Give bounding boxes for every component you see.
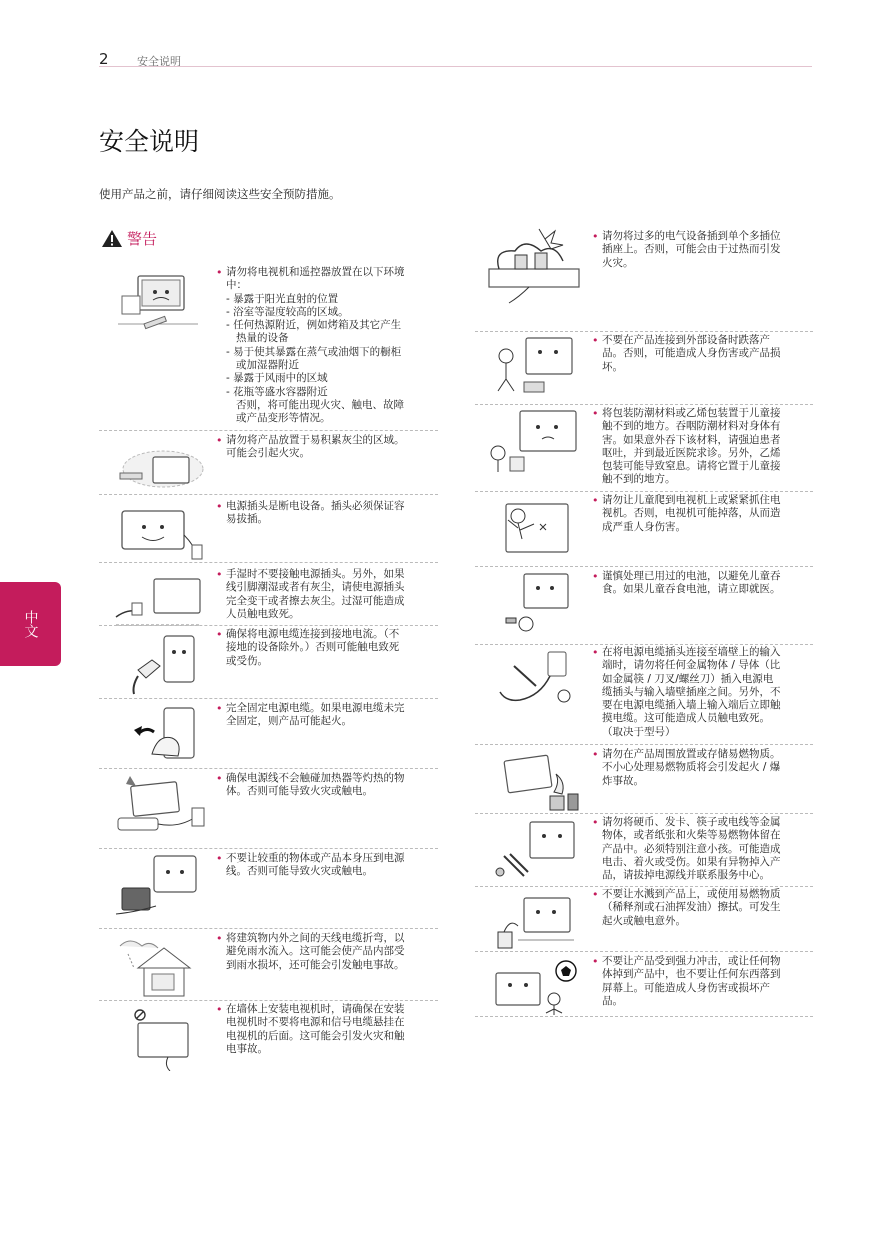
item-line: 缆插头与输入墙壁插座之间。另外，不 bbox=[602, 685, 781, 698]
item-sub: 热量的设备 bbox=[236, 332, 289, 345]
item-line: 确保将电源电缆连接到接地电流。（不 bbox=[226, 628, 400, 640]
item-line: 电源插头是断电设备。插头必须保证容 bbox=[226, 500, 405, 512]
safety-item bbox=[475, 494, 813, 564]
battery-child-illustration bbox=[475, 570, 592, 640]
item-sub: 否则，将可能出现火灾、触电、故障 bbox=[236, 398, 404, 411]
item-sub: 或产品变形等情况。 bbox=[236, 412, 331, 425]
item-line: 端时，请勿将任何金属物体 / 导体（比 bbox=[602, 659, 781, 672]
item-divider bbox=[99, 625, 438, 626]
item-line: 包装可能导致窒息。请将它置于儿童接 bbox=[602, 460, 781, 473]
item-line: 电视机的后面。这可能会引发火灾和触 bbox=[226, 1029, 405, 1042]
safety-item bbox=[475, 646, 813, 739]
item-sub: 或加湿器附近 bbox=[236, 359, 299, 372]
page-number: 2 bbox=[99, 50, 109, 68]
bullet-dot: • bbox=[592, 955, 599, 968]
falling-tv-illustration bbox=[475, 334, 592, 404]
item-line: 火灾。 bbox=[602, 256, 634, 269]
item-sub: - 任何热源附近，例如烤箱及其它产生 bbox=[226, 319, 402, 332]
item-divider bbox=[99, 494, 438, 495]
item-line: 请勿将硬币、发卡、筷子或电线等金属 bbox=[602, 816, 781, 828]
header-divider bbox=[99, 66, 812, 67]
wall-mount-illustration bbox=[99, 1003, 216, 1073]
item-line: 呕吐，并到最近医院求诊。另外，乙烯 bbox=[602, 446, 781, 459]
item-line: 触不到的地方。吞咽防潮材料对身体有 bbox=[602, 420, 781, 433]
item-divider bbox=[99, 768, 438, 769]
item-divider bbox=[475, 1016, 813, 1017]
item-divider bbox=[475, 744, 813, 745]
item-line: 请勿在产品周围放置或存储易燃物质。 bbox=[602, 748, 781, 760]
item-line: 物体，或者纸张和火柴等易燃物体留在 bbox=[602, 829, 781, 842]
bullet-dot: • bbox=[216, 500, 223, 513]
item-line: 谨慎处理已用过的电池，以避免儿童吞 bbox=[602, 570, 781, 582]
tv-sunlight-illustration bbox=[99, 266, 216, 336]
child-climbing-tv-illustration bbox=[475, 494, 592, 564]
item-line: 请勿将过多的电气设备插到单个多插位 bbox=[602, 230, 781, 242]
item-line: 易拔插。 bbox=[226, 513, 268, 526]
item-sub: - 暴露于风雨中的区域 bbox=[226, 372, 328, 385]
safety-item bbox=[475, 334, 813, 404]
item-line: 品。 bbox=[602, 994, 623, 1007]
bullet-dot: • bbox=[592, 334, 599, 347]
water-splash-illustration bbox=[475, 888, 592, 958]
bullet-dot: • bbox=[216, 852, 223, 865]
warning-label: 警告 bbox=[127, 230, 158, 248]
bullet-dot: • bbox=[592, 888, 599, 901]
item-divider bbox=[99, 1000, 438, 1001]
flammable-materials-illustration bbox=[475, 748, 592, 818]
item-divider bbox=[475, 951, 813, 952]
item-line: 食。如果儿童吞食电池，请立即就医。 bbox=[602, 583, 781, 596]
safety-item bbox=[475, 230, 813, 300]
item-line: 线。否则可能导致火灾或触电。 bbox=[226, 865, 373, 878]
bullet-dot: • bbox=[216, 434, 223, 447]
item-line: 请勿让儿童爬到电视机上或紧紧抓住电 bbox=[602, 494, 781, 506]
item-sub: - 花瓶等盛水容器附近 bbox=[226, 385, 328, 398]
safety-item bbox=[475, 816, 813, 886]
safety-item bbox=[99, 702, 438, 772]
safety-item bbox=[99, 932, 438, 1002]
bullet-dot: • bbox=[592, 230, 599, 243]
item-line: 接地的设备除外。）否则可能触电致死 bbox=[226, 641, 400, 654]
item-line: 炸事故。 bbox=[602, 774, 644, 787]
item-line: 可能会引起火灾。 bbox=[226, 447, 310, 460]
warning-triangle-icon bbox=[101, 229, 123, 248]
item-divider bbox=[475, 331, 813, 332]
item-line: 将建筑物内外之间的天线电缆折弯，以 bbox=[226, 932, 405, 944]
power-plug-illustration bbox=[99, 500, 216, 570]
item-line: 屏幕上。可能造成人身伤害或损坏产 bbox=[602, 981, 770, 994]
item-line: 或受伤。 bbox=[226, 654, 268, 667]
item-line: 线引脚潮湿或者有灰尘，请使电源插头 bbox=[226, 581, 405, 594]
item-line: 害。如果意外吞下该材料，请强迫患者 bbox=[602, 433, 781, 446]
heater-cord-illustration bbox=[99, 772, 216, 842]
impact-ball-illustration bbox=[475, 955, 592, 1025]
item-line: 在将电源电缆插头连接至墙壁上的输入 bbox=[602, 646, 781, 658]
item-divider bbox=[475, 644, 813, 645]
item-line: 完全变干或者擦去灰尘。过湿可能造成 bbox=[226, 594, 405, 607]
item-line: 电击、着火或受伤。如果有异物掉入产 bbox=[602, 855, 781, 868]
page-title: 安全说明 bbox=[99, 127, 200, 156]
item-sub: - 易于使其暴露在蒸气或油烟下的橱柜 bbox=[226, 345, 402, 358]
secure-cord-illustration bbox=[99, 702, 216, 772]
item-line: 成严重人身伤害。 bbox=[602, 520, 686, 533]
item-line: 不要让水溅到产品上，或使用易燃物质 bbox=[602, 888, 781, 900]
item-line: 品，请拔掉电源线并联系服务中心。 bbox=[602, 869, 770, 882]
safety-item bbox=[99, 1003, 438, 1073]
packaging-child-illustration bbox=[475, 407, 592, 477]
bullet-dot: • bbox=[592, 816, 599, 829]
item-divider bbox=[475, 566, 813, 567]
safety-item bbox=[475, 955, 813, 1025]
bullet-dot: • bbox=[216, 702, 223, 715]
item-divider bbox=[99, 430, 438, 431]
safety-item bbox=[99, 500, 438, 570]
item-line: 不要让产品受到强力冲击，或让任何物 bbox=[602, 955, 781, 967]
item-line: 到雨水损坏，还可能会引发触电事故。 bbox=[226, 958, 405, 971]
item-line: 视机。否则，电视机可能掉落，从而造 bbox=[602, 507, 781, 520]
bullet-dot: • bbox=[592, 570, 599, 583]
item-line: 在墙体上安装电视机时，请确保在安装 bbox=[226, 1003, 405, 1015]
item-line: 插座上。否则，可能会由于过热而引发 bbox=[602, 243, 781, 256]
item-line: 手湿时不要接触电源插头。另外，如果 bbox=[226, 568, 405, 580]
language-tab-label: 中文 bbox=[22, 610, 39, 638]
item-divider bbox=[475, 886, 813, 887]
bullet-dot: • bbox=[592, 407, 599, 420]
item-line: 全固定，则产品可能起火。 bbox=[226, 715, 352, 728]
bullet-dot: • bbox=[216, 628, 223, 641]
safety-item bbox=[475, 407, 813, 487]
safety-item bbox=[99, 772, 438, 842]
item-line: 坏。 bbox=[602, 360, 623, 373]
item-line: 确保电源线不会触碰加热器等灼热的物 bbox=[226, 772, 405, 784]
heavy-object-cord-illustration bbox=[99, 852, 216, 922]
foreign-objects-illustration bbox=[475, 816, 592, 886]
safety-item bbox=[99, 852, 438, 922]
item-line: 触不到的地方。 bbox=[602, 473, 676, 486]
item-line: 起火或触电意外。 bbox=[602, 914, 686, 927]
safety-item bbox=[475, 888, 813, 958]
bullet-dot: • bbox=[216, 1003, 223, 1016]
bullet-dot: • bbox=[216, 266, 223, 279]
item-line: 请勿将电视机和遥控器放置在以下环境 bbox=[226, 266, 405, 278]
item-divider bbox=[99, 848, 438, 849]
bullet-dot: • bbox=[216, 932, 223, 945]
grounded-outlet-illustration bbox=[99, 628, 216, 698]
bullet-dot: • bbox=[216, 568, 223, 581]
item-divider bbox=[99, 698, 438, 699]
power-strip-overload-illustration bbox=[475, 230, 592, 300]
item-line: 体掉到产品中，也不要让任何东西落到 bbox=[602, 968, 781, 981]
item-line: 如金属筷 / 刀叉/螺丝刀）插入电源电 bbox=[602, 672, 774, 685]
intro-text: 使用产品之前，请仔细阅读这些安全预防措施。 bbox=[99, 187, 341, 201]
header-section-title: 安全说明 bbox=[137, 55, 181, 68]
item-line: 摸电缆。这可能造成人员触电致死。 bbox=[602, 712, 770, 725]
item-line: 人员触电致死。 bbox=[226, 607, 300, 620]
bullet-dot: • bbox=[216, 772, 223, 785]
item-line: 体。否则可能导致火灾或触电。 bbox=[226, 785, 373, 798]
safety-item bbox=[99, 628, 438, 698]
warning-heading bbox=[101, 228, 157, 249]
item-divider bbox=[99, 562, 438, 563]
safety-item bbox=[475, 570, 813, 640]
item-sub: - 浴室等湿度较高的区域。 bbox=[226, 305, 349, 318]
item-line: 不小心处理易燃物质将会引发起火 / 爆 bbox=[602, 761, 781, 774]
safety-item bbox=[475, 748, 813, 818]
bullet-dot: • bbox=[592, 646, 599, 659]
item-divider bbox=[475, 404, 813, 405]
item-line: 电事故。 bbox=[226, 1042, 268, 1055]
item-divider bbox=[475, 491, 813, 492]
bullet-dot: • bbox=[592, 748, 599, 761]
item-line: 不要在产品连接到外部设备时跌落产 bbox=[602, 334, 770, 346]
item-line: （取决于型号） bbox=[602, 725, 676, 738]
item-line: 品。否则，可能造成人身伤害或产品损 bbox=[602, 347, 781, 360]
metal-object-outlet-illustration bbox=[475, 646, 592, 716]
item-line: 不要让较重的物体或产品本身压到电源 bbox=[226, 852, 405, 864]
safety-item bbox=[99, 266, 438, 426]
item-line: 完全固定电源电缆。如果电源电缆未完 bbox=[226, 702, 405, 714]
item-line: 将包装防潮材料或乙烯包装置于儿童接 bbox=[602, 407, 781, 419]
antenna-cable-illustration bbox=[99, 932, 216, 1002]
item-sub: - 暴露于阳光直射的位置 bbox=[226, 292, 339, 305]
item-divider bbox=[475, 813, 813, 814]
item-line: 产品中。必须特别注意小孩。可能造成 bbox=[602, 842, 781, 855]
item-line: 要在电源电缆插入墙上输入端后立即触 bbox=[602, 699, 781, 712]
item-line: 请勿将产品放置于易积累灰尘的区域。 bbox=[226, 434, 405, 446]
item-line: 中： bbox=[226, 279, 247, 292]
bullet-dot: • bbox=[592, 494, 599, 507]
item-divider bbox=[99, 928, 438, 929]
item-line: 电视机时不要将电源和信号电缆悬挂在 bbox=[226, 1016, 405, 1029]
language-tab[interactable] bbox=[0, 582, 61, 666]
item-line: （稀释剂或石油挥发油）擦拭。可发生 bbox=[602, 901, 781, 914]
item-line: 避免雨水流入。这可能会使产品内部受 bbox=[226, 945, 405, 958]
